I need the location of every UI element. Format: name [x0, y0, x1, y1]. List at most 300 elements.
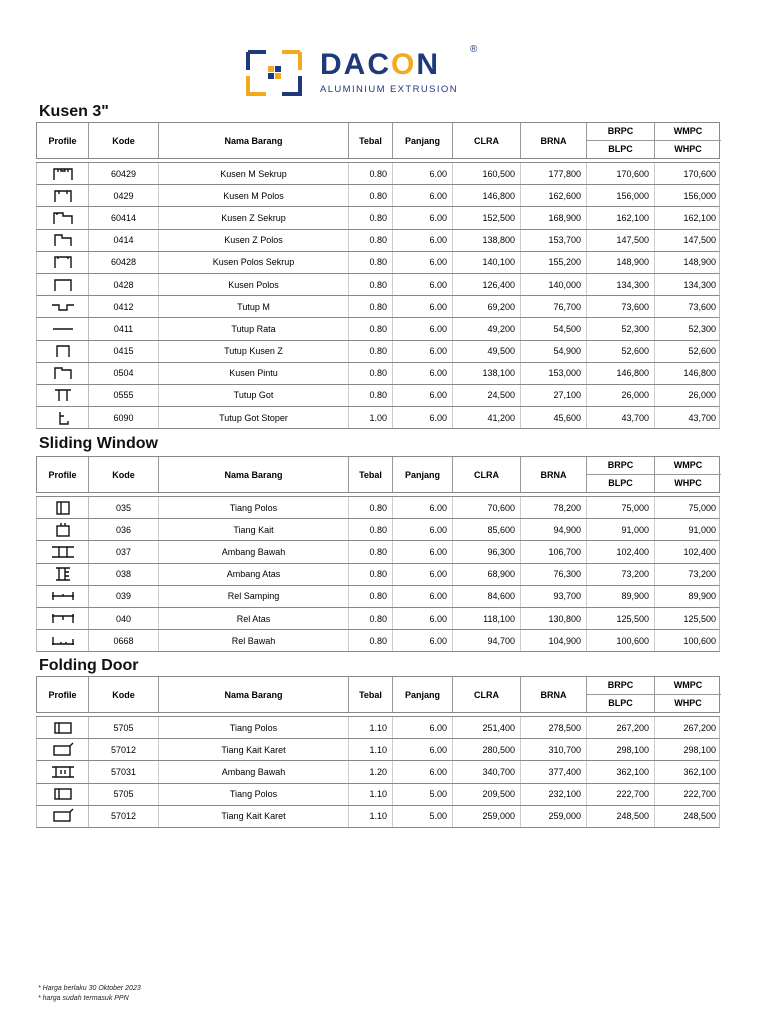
cell-panjang: 6.00: [393, 761, 453, 782]
cell-nama: Kusen M Polos: [159, 185, 349, 206]
cell-panjang: 5.00: [393, 806, 453, 827]
tiang-kait-profile-icon: [51, 522, 75, 538]
cell-brpc: 89,900: [587, 586, 655, 607]
cell-nama: Ambang Atas: [159, 564, 349, 585]
header-clra: CLRA: [453, 123, 521, 158]
cell-nama: Tutup M: [159, 296, 349, 317]
cell-nama: Kusen Z Sekrup: [159, 207, 349, 228]
cell-brpc: 248,500: [587, 806, 655, 827]
cell-wmpc: 134,300: [683, 279, 716, 290]
cell-wmpc: 267,200: [683, 722, 716, 733]
cell-brna: 94,900: [521, 519, 587, 540]
cell-panjang: 6.00: [393, 739, 453, 760]
table-row: [36, 497, 720, 519]
header-panjang: Panjang: [393, 457, 453, 492]
cell-tebal: 0.80: [349, 230, 393, 251]
table-row: [36, 185, 720, 207]
cell-nama: Kusen M Sekrup: [159, 163, 349, 184]
section-title-folding-door: Folding Door: [39, 657, 139, 674]
cell-wmpc: 43,700: [688, 412, 716, 423]
table-row: [36, 296, 720, 318]
profile-cell: [37, 564, 89, 585]
header-tebal: Tebal: [349, 457, 393, 492]
cell-brna: 76,700: [521, 296, 587, 317]
cell-clra: 251,400: [453, 717, 521, 738]
profile-cell: [37, 519, 89, 540]
cell-brpc: 147,500: [587, 230, 655, 251]
header-blpc: BLPC: [608, 478, 633, 489]
cell-brpc: 102,400: [587, 541, 655, 562]
logo-mark-icon: [246, 50, 302, 96]
tutup-got-stoper-profile-icon: [51, 410, 75, 426]
table-row: [36, 630, 720, 652]
kusen-z-sekrup-profile-icon: [51, 210, 75, 226]
cell-brna: 177,800: [521, 163, 587, 184]
cell-brna: 130,800: [521, 608, 587, 629]
cell-brpc: 125,500: [587, 608, 655, 629]
profile-cell: [37, 207, 89, 228]
cell-panjang: 6.00: [393, 497, 453, 518]
cell-brpc: 267,200: [587, 717, 655, 738]
profile-cell: [37, 761, 89, 782]
cell-wmpc: 100,600: [683, 635, 716, 646]
cell-nama: Kusen Z Polos: [159, 230, 349, 251]
profile-cell: [37, 806, 89, 827]
cell-clra: 126,400: [453, 274, 521, 295]
header-wmpc: WMPC: [655, 123, 721, 141]
table-header: [36, 676, 720, 713]
cell-kode: 60414: [89, 207, 159, 228]
cell-brpc: 170,600: [587, 163, 655, 184]
footnote-tax: * harga sudah termasuk PPN: [38, 995, 129, 1002]
cell-brpc: 73,600: [587, 296, 655, 317]
kusen-z-polos-profile-icon: [51, 232, 75, 248]
cell-brna: 54,500: [521, 318, 587, 339]
header-brpc: BRPC: [587, 677, 654, 695]
tutup-m-profile-icon: [51, 299, 75, 315]
cell-clra: 152,500: [453, 207, 521, 228]
cell-tebal: 1.10: [349, 739, 393, 760]
cell-wmpc: 125,500: [683, 613, 716, 624]
cell-kode: 039: [89, 586, 159, 607]
cell-kode: 0668: [89, 630, 159, 651]
cell-panjang: 6.00: [393, 564, 453, 585]
price-table-sliding-window: [36, 456, 720, 652]
cell-clra: 259,000: [453, 806, 521, 827]
cell-wmpc: 91,000: [688, 524, 716, 535]
tiang-polos-fd-profile-icon: [51, 720, 75, 736]
cell-panjang: 6.00: [393, 296, 453, 317]
header-tebal: Tebal: [349, 677, 393, 712]
cell-brpc: 148,900: [587, 252, 655, 273]
cell-kode: 0414: [89, 230, 159, 251]
cell-nama: Rel Samping: [159, 586, 349, 607]
cell-brna: 162,600: [521, 185, 587, 206]
cell-panjang: 6.00: [393, 407, 453, 428]
table-body: [36, 496, 720, 652]
cell-tebal: 1.10: [349, 784, 393, 805]
cell-panjang: 6.00: [393, 341, 453, 362]
table-row: [36, 519, 720, 541]
cell-clra: 280,500: [453, 739, 521, 760]
registered-mark: ®: [470, 44, 478, 55]
header-brpc-blpc: [587, 677, 655, 712]
cell-brna: 377,400: [521, 761, 587, 782]
cell-brna: 232,100: [521, 784, 587, 805]
cell-clra: 146,800: [453, 185, 521, 206]
cell-brpc: 222,700: [587, 784, 655, 805]
cell-panjang: 5.00: [393, 784, 453, 805]
header-nama: Nama Barang: [159, 123, 349, 158]
price-table-folding-door: [36, 676, 720, 828]
cell-brpc: 100,600: [587, 630, 655, 651]
header-brpc-blpc: [587, 123, 655, 158]
cell-wmpc: 102,400: [683, 546, 716, 557]
table-header: [36, 456, 720, 493]
cell-brpc: 162,100: [587, 207, 655, 228]
header-panjang: Panjang: [393, 677, 453, 712]
cell-tebal: 0.80: [349, 608, 393, 629]
cell-panjang: 6.00: [393, 163, 453, 184]
cell-nama: Kusen Pintu: [159, 363, 349, 384]
cell-panjang: 6.00: [393, 230, 453, 251]
profile-cell: [37, 717, 89, 738]
header-tebal: Tebal: [349, 123, 393, 158]
cell-panjang: 6.00: [393, 274, 453, 295]
table-row: [36, 564, 720, 586]
table-header: [36, 122, 720, 159]
cell-nama: Kusen Polos: [159, 274, 349, 295]
cell-nama: Tiang Kait: [159, 519, 349, 540]
cell-kode: 5705: [89, 784, 159, 805]
cell-kode: 60429: [89, 163, 159, 184]
cell-nama: Tiang Kait Karet: [159, 806, 349, 827]
header-wmpc-whpc: [655, 677, 721, 712]
cell-clra: 68,900: [453, 564, 521, 585]
cell-panjang: 6.00: [393, 717, 453, 738]
cell-panjang: 6.00: [393, 519, 453, 540]
cell-wmpc: 156,000: [683, 190, 716, 201]
table-row: [36, 761, 720, 783]
cell-nama: Tiang Polos: [159, 497, 349, 518]
cell-wmpc: 147,500: [683, 235, 716, 246]
header-brna: BRNA: [521, 123, 587, 158]
cell-clra: 94,700: [453, 630, 521, 651]
header-kode: Kode: [89, 677, 159, 712]
cell-tebal: 1.20: [349, 761, 393, 782]
cell-kode: 0415: [89, 341, 159, 362]
tiang-polos-profile-icon: [51, 500, 75, 516]
cell-nama: Tiang Polos: [159, 717, 349, 738]
profile-cell: [37, 586, 89, 607]
profile-cell: [37, 497, 89, 518]
cell-tebal: 0.80: [349, 185, 393, 206]
table-row: [36, 541, 720, 563]
cell-clra: 85,600: [453, 519, 521, 540]
header-brpc-blpc: [587, 457, 655, 492]
cell-clra: 24,500: [453, 385, 521, 406]
cell-wmpc: 222,700: [683, 789, 716, 800]
kusen-pintu-profile-icon: [51, 365, 75, 381]
table-row: [36, 363, 720, 385]
table-row: [36, 274, 720, 296]
header-wmpc: WMPC: [655, 457, 721, 475]
cell-tebal: 0.80: [349, 207, 393, 228]
header-kode: Kode: [89, 457, 159, 492]
profile-cell: [37, 185, 89, 206]
header-panjang: Panjang: [393, 123, 453, 158]
cell-clra: 69,200: [453, 296, 521, 317]
profile-cell: [37, 739, 89, 760]
cell-kode: 6090: [89, 407, 159, 428]
cell-brna: 45,600: [521, 407, 587, 428]
cell-tebal: 0.80: [349, 363, 393, 384]
cell-wmpc: 162,100: [683, 212, 716, 223]
cell-wmpc: 170,600: [683, 168, 716, 179]
tiang-polos-fd-profile-icon: [51, 786, 75, 802]
price-table-kusen: [36, 122, 720, 429]
cell-kode: 0412: [89, 296, 159, 317]
tutup-got-profile-icon: [51, 387, 75, 403]
cell-nama: Tutup Got: [159, 385, 349, 406]
cell-clra: 41,200: [453, 407, 521, 428]
header-brna: BRNA: [521, 457, 587, 492]
cell-panjang: 6.00: [393, 252, 453, 273]
cell-panjang: 6.00: [393, 185, 453, 206]
ambang-atas-profile-icon: [51, 566, 75, 582]
header-wmpc-whpc: [655, 123, 721, 158]
brand-subtitle: ALUMINIUM EXTRUSION: [320, 84, 458, 95]
section-title-kusen: Kusen 3": [39, 103, 109, 120]
cell-brna: 259,000: [521, 806, 587, 827]
table-row: [36, 341, 720, 363]
header-brna: BRNA: [521, 677, 587, 712]
cell-wmpc: 26,000: [688, 390, 716, 401]
table-row: [36, 230, 720, 252]
cell-clra: 340,700: [453, 761, 521, 782]
cell-clra: 140,100: [453, 252, 521, 273]
cell-kode: 57031: [89, 761, 159, 782]
tiang-kait-karet-profile-icon: [51, 742, 75, 758]
kusen-m-polos-profile-icon: [51, 188, 75, 204]
cell-brpc: 146,800: [587, 363, 655, 384]
cell-clra: 49,500: [453, 341, 521, 362]
cell-brpc: 26,000: [587, 385, 655, 406]
cell-brpc: 43,700: [587, 407, 655, 428]
header-wmpc-whpc: [655, 457, 721, 492]
cell-tebal: 0.80: [349, 519, 393, 540]
cell-wmpc: 89,900: [688, 591, 716, 602]
cell-panjang: 6.00: [393, 363, 453, 384]
cell-panjang: 6.00: [393, 541, 453, 562]
cell-brna: 153,700: [521, 230, 587, 251]
cell-kode: 57012: [89, 806, 159, 827]
profile-cell: [37, 385, 89, 406]
cell-tebal: 0.80: [349, 497, 393, 518]
header-brpc: BRPC: [587, 123, 654, 141]
header-clra: CLRA: [453, 457, 521, 492]
cell-tebal: 0.80: [349, 564, 393, 585]
cell-kode: 0504: [89, 363, 159, 384]
cell-brpc: 134,300: [587, 274, 655, 295]
cell-brpc: 73,200: [587, 564, 655, 585]
cell-nama: Tutup Got Stoper: [159, 407, 349, 428]
cell-kode: 5705: [89, 717, 159, 738]
cell-brpc: 75,000: [587, 497, 655, 518]
cell-wmpc: 362,100: [683, 766, 716, 777]
header-blpc: BLPC: [608, 698, 633, 709]
rel-bawah-profile-icon: [51, 633, 75, 649]
profile-cell: [37, 363, 89, 384]
cell-nama: Tutup Rata: [159, 318, 349, 339]
cell-brna: 93,700: [521, 586, 587, 607]
cell-panjang: 6.00: [393, 608, 453, 629]
header-kode: Kode: [89, 123, 159, 158]
cell-tebal: 1.10: [349, 717, 393, 738]
cell-brna: 78,200: [521, 497, 587, 518]
ambang-bawah-fd-profile-icon: [51, 764, 75, 780]
cell-tebal: 0.80: [349, 541, 393, 562]
table-row: [36, 252, 720, 274]
cell-clra: 118,100: [453, 608, 521, 629]
cell-nama: Tutup Kusen Z: [159, 341, 349, 362]
cell-wmpc: 52,600: [688, 346, 716, 357]
header-nama: Nama Barang: [159, 457, 349, 492]
rel-atas-profile-icon: [51, 611, 75, 627]
table-body: [36, 162, 720, 429]
cell-kode: 040: [89, 608, 159, 629]
cell-brna: 104,900: [521, 630, 587, 651]
cell-clra: 160,500: [453, 163, 521, 184]
cell-brna: 168,900: [521, 207, 587, 228]
cell-panjang: 6.00: [393, 318, 453, 339]
profile-cell: [37, 541, 89, 562]
tiang-kait-karet-profile-icon: [51, 808, 75, 824]
profile-cell: [37, 296, 89, 317]
cell-tebal: 0.80: [349, 296, 393, 317]
profile-cell: [37, 230, 89, 251]
header-whpc: WHPC: [674, 478, 702, 489]
kusen-polos-sekrup-profile-icon: [51, 254, 75, 270]
cell-brna: 310,700: [521, 739, 587, 760]
cell-nama: Tiang Kait Karet: [159, 739, 349, 760]
brand-name: DACON: [320, 48, 441, 81]
profile-cell: [37, 407, 89, 428]
cell-tebal: 1.10: [349, 806, 393, 827]
header-blpc: BLPC: [608, 144, 633, 155]
tutup-kusen-z-profile-icon: [51, 343, 75, 359]
cell-kode: 0411: [89, 318, 159, 339]
cell-brna: 155,200: [521, 252, 587, 273]
table-row: [36, 407, 720, 429]
cell-brna: 278,500: [521, 717, 587, 738]
cell-clra: 84,600: [453, 586, 521, 607]
cell-tebal: 0.80: [349, 341, 393, 362]
header-profile: Profile: [37, 457, 89, 492]
profile-cell: [37, 274, 89, 295]
cell-brna: 140,000: [521, 274, 587, 295]
rel-samping-profile-icon: [51, 588, 75, 604]
header-whpc: WHPC: [674, 698, 702, 709]
kusen-m-sekrup-profile-icon: [51, 166, 75, 182]
header-whpc: WHPC: [674, 144, 702, 155]
brand-logo: [246, 44, 486, 96]
tutup-rata-profile-icon: [51, 321, 75, 337]
cell-panjang: 6.00: [393, 586, 453, 607]
cell-wmpc: 248,500: [683, 811, 716, 822]
cell-wmpc: 75,000: [688, 502, 716, 513]
cell-panjang: 6.00: [393, 630, 453, 651]
profile-cell: [37, 318, 89, 339]
table-row: [36, 385, 720, 407]
cell-wmpc: 148,900: [683, 257, 716, 268]
profile-cell: [37, 341, 89, 362]
cell-clra: 49,200: [453, 318, 521, 339]
footnote-validity: * Harga berlaku 30 Oktober 2023: [38, 985, 141, 992]
cell-clra: 96,300: [453, 541, 521, 562]
cell-brpc: 52,300: [587, 318, 655, 339]
cell-brpc: 362,100: [587, 761, 655, 782]
table-row: [36, 207, 720, 229]
cell-brpc: 91,000: [587, 519, 655, 540]
cell-brna: 76,300: [521, 564, 587, 585]
profile-cell: [37, 608, 89, 629]
cell-clra: 70,600: [453, 497, 521, 518]
profile-cell: [37, 252, 89, 273]
cell-nama: Ambang Bawah: [159, 541, 349, 562]
ambang-bawah-profile-icon: [51, 544, 75, 560]
table-row: [36, 608, 720, 630]
cell-tebal: 0.80: [349, 385, 393, 406]
table-row: [36, 784, 720, 806]
cell-brpc: 52,600: [587, 341, 655, 362]
header-nama: Nama Barang: [159, 677, 349, 712]
cell-nama: Rel Bawah: [159, 630, 349, 651]
cell-clra: 209,500: [453, 784, 521, 805]
table-row: [36, 717, 720, 739]
cell-tebal: 1.00: [349, 407, 393, 428]
table-row: [36, 163, 720, 185]
table-body: [36, 716, 720, 828]
cell-kode: 57012: [89, 739, 159, 760]
cell-wmpc: 52,300: [688, 323, 716, 334]
cell-brpc: 298,100: [587, 739, 655, 760]
profile-cell: [37, 163, 89, 184]
cell-tebal: 0.80: [349, 163, 393, 184]
cell-nama: Kusen Polos Sekrup: [159, 252, 349, 273]
cell-tebal: 0.80: [349, 586, 393, 607]
header-profile: Profile: [37, 123, 89, 158]
cell-brna: 54,900: [521, 341, 587, 362]
cell-clra: 138,100: [453, 363, 521, 384]
cell-kode: 037: [89, 541, 159, 562]
cell-tebal: 0.80: [349, 252, 393, 273]
cell-wmpc: 73,200: [688, 569, 716, 580]
cell-panjang: 6.00: [393, 207, 453, 228]
cell-brna: 106,700: [521, 541, 587, 562]
profile-cell: [37, 630, 89, 651]
cell-brna: 27,100: [521, 385, 587, 406]
cell-clra: 138,800: [453, 230, 521, 251]
profile-cell: [37, 784, 89, 805]
header-profile: Profile: [37, 677, 89, 712]
cell-tebal: 0.80: [349, 630, 393, 651]
cell-kode: 036: [89, 519, 159, 540]
cell-brna: 153,000: [521, 363, 587, 384]
cell-kode: 0555: [89, 385, 159, 406]
header-wmpc: WMPC: [655, 677, 721, 695]
table-row: [36, 318, 720, 340]
